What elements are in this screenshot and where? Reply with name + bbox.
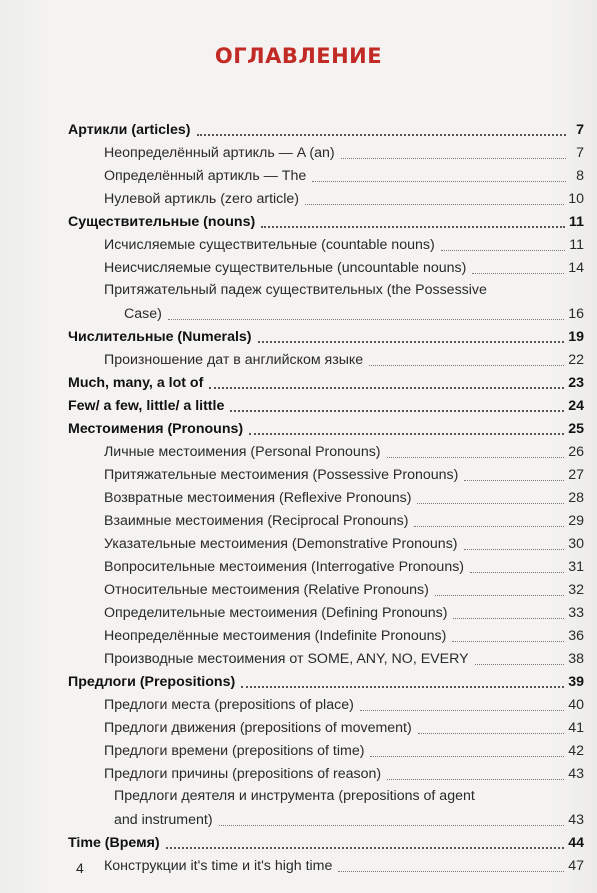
toc-subsection-entry (68, 164, 584, 187)
toc-entry-title: Местоимения (Pronouns) (68, 421, 244, 437)
toc-subsection-entry (68, 187, 584, 210)
toc-section-entry (68, 670, 584, 693)
toc-page-number: 16 (568, 306, 584, 322)
toc-entry-title: Few/ a few, little/ a little (68, 398, 225, 414)
toc-subsection-entry (68, 348, 584, 371)
toc-entry-title: Предлоги места (prepositions of place) (104, 697, 354, 713)
dot-leader (258, 341, 565, 343)
toc-page-number: 30 (568, 536, 584, 552)
toc-page-number: 23 (568, 375, 584, 391)
dot-leader (261, 226, 565, 228)
dot-leader (209, 387, 564, 389)
toc-subsection-entry (68, 486, 584, 509)
toc-page-number: 8 (576, 168, 584, 184)
toc-section-entry (68, 371, 584, 394)
toc-page-number: 26 (568, 444, 584, 460)
toc-subsection-entry (68, 854, 584, 877)
toc-section-entry (68, 325, 584, 348)
toc-section-entry (68, 831, 584, 854)
toc-page-number: 47 (568, 858, 584, 874)
toc-page-number: 44 (568, 835, 584, 851)
toc-entry-title: Существительные (nouns) (68, 214, 256, 230)
toc-entry-title: Исчисляемые существительные (countable nouns) (104, 237, 435, 253)
dot-leader (360, 710, 564, 711)
dot-leader (219, 825, 565, 826)
dot-leader (418, 733, 564, 734)
toc-page-number: 41 (568, 720, 584, 736)
toc-section-entry (68, 417, 584, 440)
toc-entry-title: Личные местоимения (Personal Pronouns) (104, 444, 381, 460)
toc-page-number: 19 (568, 329, 584, 345)
toc-entry-title: Указательные местоимения (Demonstrative Pronouns) (104, 536, 458, 552)
toc-subsection-entry (68, 762, 584, 785)
dot-leader (464, 549, 565, 550)
toc-entry-title: Неопределённые местоимения (Indefinite Pronouns) (104, 628, 447, 644)
toc-page-number: 14 (568, 260, 584, 276)
toc-subsection-entry (68, 555, 584, 578)
toc-page-number: 27 (568, 467, 584, 483)
toc-entry-title: Much, many, a lot of (68, 375, 204, 391)
toc-page-number: 38 (568, 651, 584, 667)
toc-page-number: 43 (568, 812, 584, 828)
dot-leader (305, 204, 564, 205)
toc-entry-title: Определённый артикль — The (104, 168, 307, 184)
toc-page-number: 36 (568, 628, 584, 644)
toc-section-entry (68, 394, 584, 417)
toc-subsection-entry (68, 624, 584, 647)
toc-subsection-entry (68, 578, 584, 601)
toc-entry-title: Предлоги причины (prepositions of reason) (104, 766, 382, 782)
toc-page-number: 22 (568, 352, 584, 368)
toc-entry-title: Притяжательный падеж существительных (the Possessive (104, 282, 487, 298)
toc-page-number: 32 (568, 582, 584, 598)
toc-section-entry (68, 118, 584, 141)
toc-entry-title: Относительные местоимения (Relative Pronouns) (104, 582, 429, 598)
toc-subsection-entry (68, 647, 584, 670)
toc-page-number: 33 (568, 605, 584, 621)
dot-leader (197, 134, 567, 136)
toc-section-entry (68, 210, 584, 233)
dot-leader (472, 273, 564, 274)
toc-entry-title: Предлоги времени (prepositions of time) (104, 743, 365, 759)
toc-entry-title: Притяжательные местоимения (Possessive Pronouns) (104, 467, 459, 483)
toc-subsection-entry (68, 233, 584, 256)
toc-page-number: 10 (568, 191, 584, 207)
toc-page-number: 7 (576, 122, 584, 138)
toc-entry-title: Неопределённый артикль — A (an) (104, 145, 335, 161)
toc-page-number: 42 (568, 743, 584, 759)
dot-leader (312, 181, 566, 182)
toc-subsection-entry (68, 693, 584, 716)
dot-leader (417, 503, 564, 504)
toc-entry-title: Конструкции it's time и it's high time (104, 858, 333, 874)
toc-page-number: 25 (568, 421, 584, 437)
dot-leader (475, 664, 565, 665)
dot-leader (241, 686, 564, 688)
dot-leader (470, 572, 564, 573)
toc-subsection-entry (68, 440, 584, 463)
toc-entry-title: Предлоги движения (prepositions of movement) (104, 720, 412, 736)
toc-page-number: 11 (569, 214, 584, 230)
dot-leader (387, 457, 565, 458)
dot-leader (452, 641, 564, 642)
toc-entry-title-continued: and instrument) (114, 812, 213, 828)
toc-subsection-entry (68, 256, 584, 279)
toc-entry-title: Числительные (Numerals) (68, 329, 252, 345)
dot-leader (166, 847, 565, 849)
toc-subsection-entry (68, 509, 584, 532)
toc-page-number: 28 (568, 490, 584, 506)
toc-page-number: 31 (568, 559, 584, 575)
toc-page-number: 29 (568, 513, 584, 529)
toc-entry-title: Предлоги деятеля и инструмента (prepositions of agent (114, 788, 475, 804)
dot-leader (341, 158, 566, 159)
dot-leader (370, 756, 564, 757)
dot-leader (441, 250, 566, 251)
toc-page-number: 39 (568, 674, 584, 690)
toc-page-number: 24 (568, 398, 584, 414)
toc-subsection-entry (68, 601, 584, 624)
toc-entry-title: Вопросительные местоимения (Interrogative Pronouns) (104, 559, 465, 575)
toc-entry-title: Неисчисляемые существительные (uncountable nouns) (104, 260, 467, 276)
dot-leader (168, 319, 564, 320)
page-number: 4 (76, 860, 84, 876)
dot-leader (230, 410, 564, 412)
toc-entry-title: Производные местоимения от SOME, ANY, NO, EVERY (104, 651, 469, 667)
toc-entry-title-continued: Case) (124, 306, 162, 322)
toc-entry-title: Артикли (articles) (68, 122, 191, 138)
toc-subsection-entry (68, 739, 584, 762)
toc-subsection-entry (68, 532, 584, 555)
dot-leader (435, 595, 564, 596)
toc-subsection-entry (68, 279, 584, 325)
dot-leader (387, 779, 564, 780)
toc-subsection-entry (68, 716, 584, 739)
dot-leader (369, 365, 564, 366)
table-of-contents (68, 118, 584, 877)
toc-subsection-entry (68, 141, 584, 164)
dot-leader (414, 526, 564, 527)
page-title: ОГЛАВЛЕНИЕ (214, 44, 383, 68)
toc-entry-title: Возвратные местоимения (Reflexive Pronouns) (104, 490, 412, 506)
toc-page-number: 40 (568, 697, 584, 713)
toc-page-number: 7 (576, 145, 584, 161)
dot-leader (338, 871, 564, 872)
toc-subsection-entry (68, 463, 584, 486)
toc-entry-title: Time (Время) (68, 835, 160, 851)
toc-page-number: 11 (569, 237, 584, 253)
toc-entry-title: Предлоги (Prepositions) (68, 674, 236, 690)
toc-entry-title: Взаимные местоимения (Reciprocal Pronouns) (104, 513, 409, 529)
toc-subsection-entry (68, 785, 584, 831)
dot-leader (453, 618, 564, 619)
toc-entry-title: Нулевой артикль (zero article) (104, 191, 300, 207)
dot-leader (249, 433, 564, 435)
toc-entry-title: Определительные местоимения (Defining Pronouns) (104, 605, 448, 621)
dot-leader (464, 480, 564, 481)
toc-page-number: 43 (568, 766, 584, 782)
toc-entry-title: Произношение дат в английском языке (104, 352, 364, 368)
